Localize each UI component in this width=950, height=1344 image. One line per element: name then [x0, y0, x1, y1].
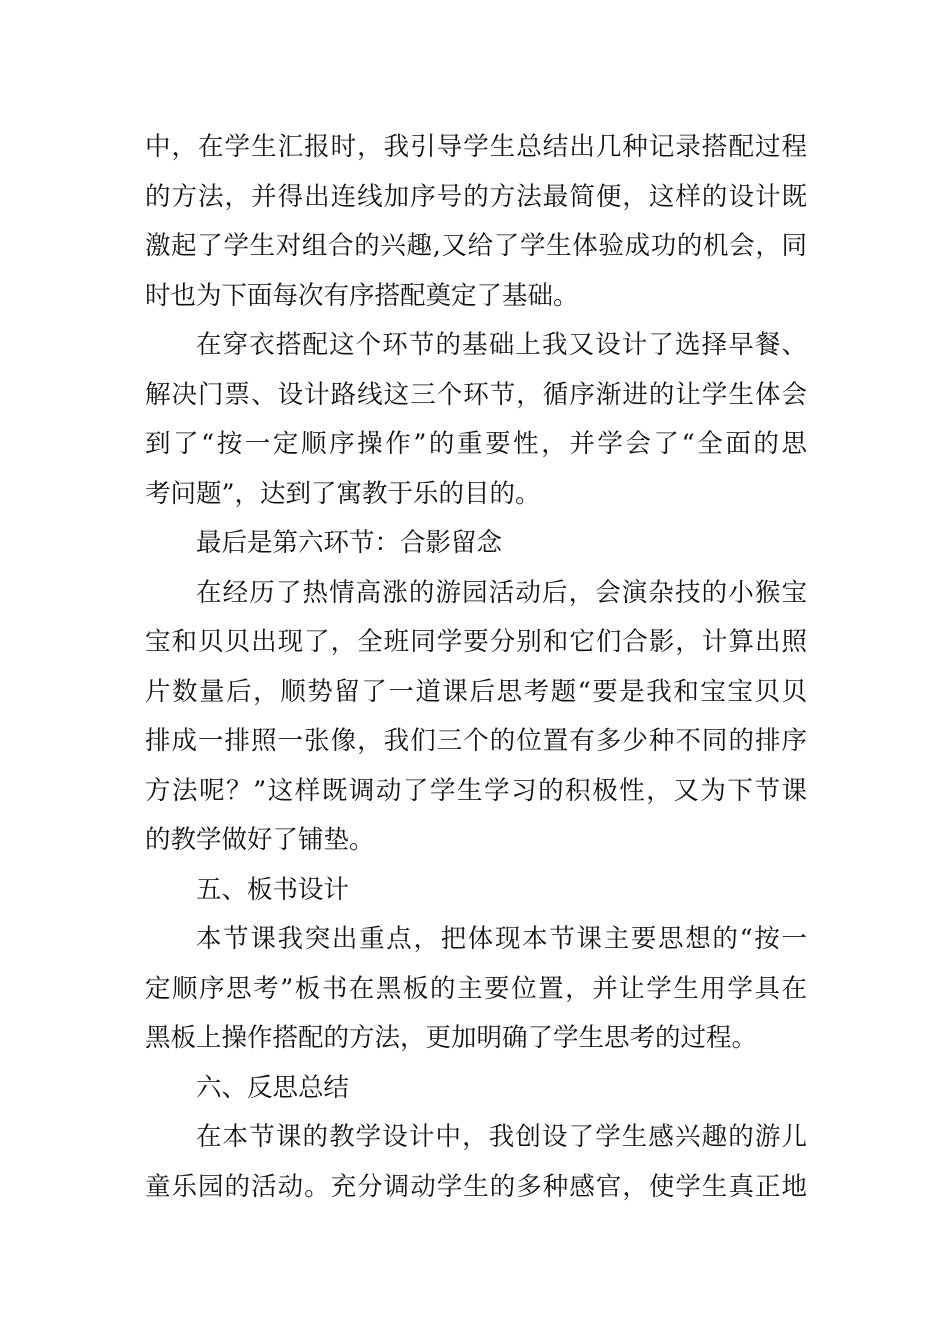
paragraph-line: 在本节课的教学设计中，我创设了学生感兴趣的游儿	[196, 1122, 807, 1152]
paragraph-line: 的方法，并得出连线加序号的方法最简便，这样的设计既	[145, 181, 807, 212]
paragraph-line: 方法呢？”这样既调动了学生学习的积极性，又为下节课	[145, 775, 807, 806]
paragraph-line: 到了“按一定顺序操作”的重要性，并学会了“全面的思	[145, 429, 807, 459]
paragraph-line: 排成一排照一张像，我们三个的位置有多少种不同的排序	[145, 726, 807, 756]
section-heading: 六、反思总结	[196, 1072, 350, 1103]
paragraph-line: 解决门票、设计路线这三个环节，循序渐进的让学生体会	[145, 379, 807, 410]
paragraph-line: 本节课我突出重点，把体现本节课主要思想的“按一	[196, 924, 807, 954]
paragraph-line: 中，在学生汇报时，我引导学生总结出几种记录搭配过程	[145, 132, 807, 162]
paragraph-line: 激起了学生对组合的兴趣,又给了学生体验成功的机会，同	[145, 231, 807, 261]
paragraph-line: 在经历了热情高涨的游园活动后，会演杂技的小猴宝	[196, 577, 807, 608]
paragraph-line: 在穿衣搭配这个环节的基础上我又设计了选择早餐、	[196, 330, 807, 360]
paragraph-line: 黑板上操作搭配的方法，更加明确了学生思考的过程。	[145, 1023, 758, 1053]
paragraph-line: 时也为下面每次有序搭配奠定了基础。	[145, 280, 579, 311]
document-page	[145, 123, 807, 1212]
paragraph-line: 片数量后，顺势留了一道课后思考题“要是我和宝宝贝贝	[145, 676, 807, 707]
paragraph-line: 定顺序思考”板书在黑板的主要位置，并让学生用学具在	[145, 973, 807, 1004]
paragraph-line: 的教学做好了铺垫。	[145, 825, 375, 855]
section-heading: 五、板书设计	[196, 874, 350, 905]
paragraph-line: 宝和贝贝出现了，全班同学要分别和它们合影，计算出照	[145, 627, 807, 657]
paragraph-line: 考问题”，达到了寓教于乐的目的。	[145, 478, 541, 509]
section-heading: 最后是第六环节：合影留念	[196, 528, 503, 558]
paragraph-line: 童乐园的活动。充分调动学生的多种感官，使学生真正地	[145, 1171, 807, 1202]
